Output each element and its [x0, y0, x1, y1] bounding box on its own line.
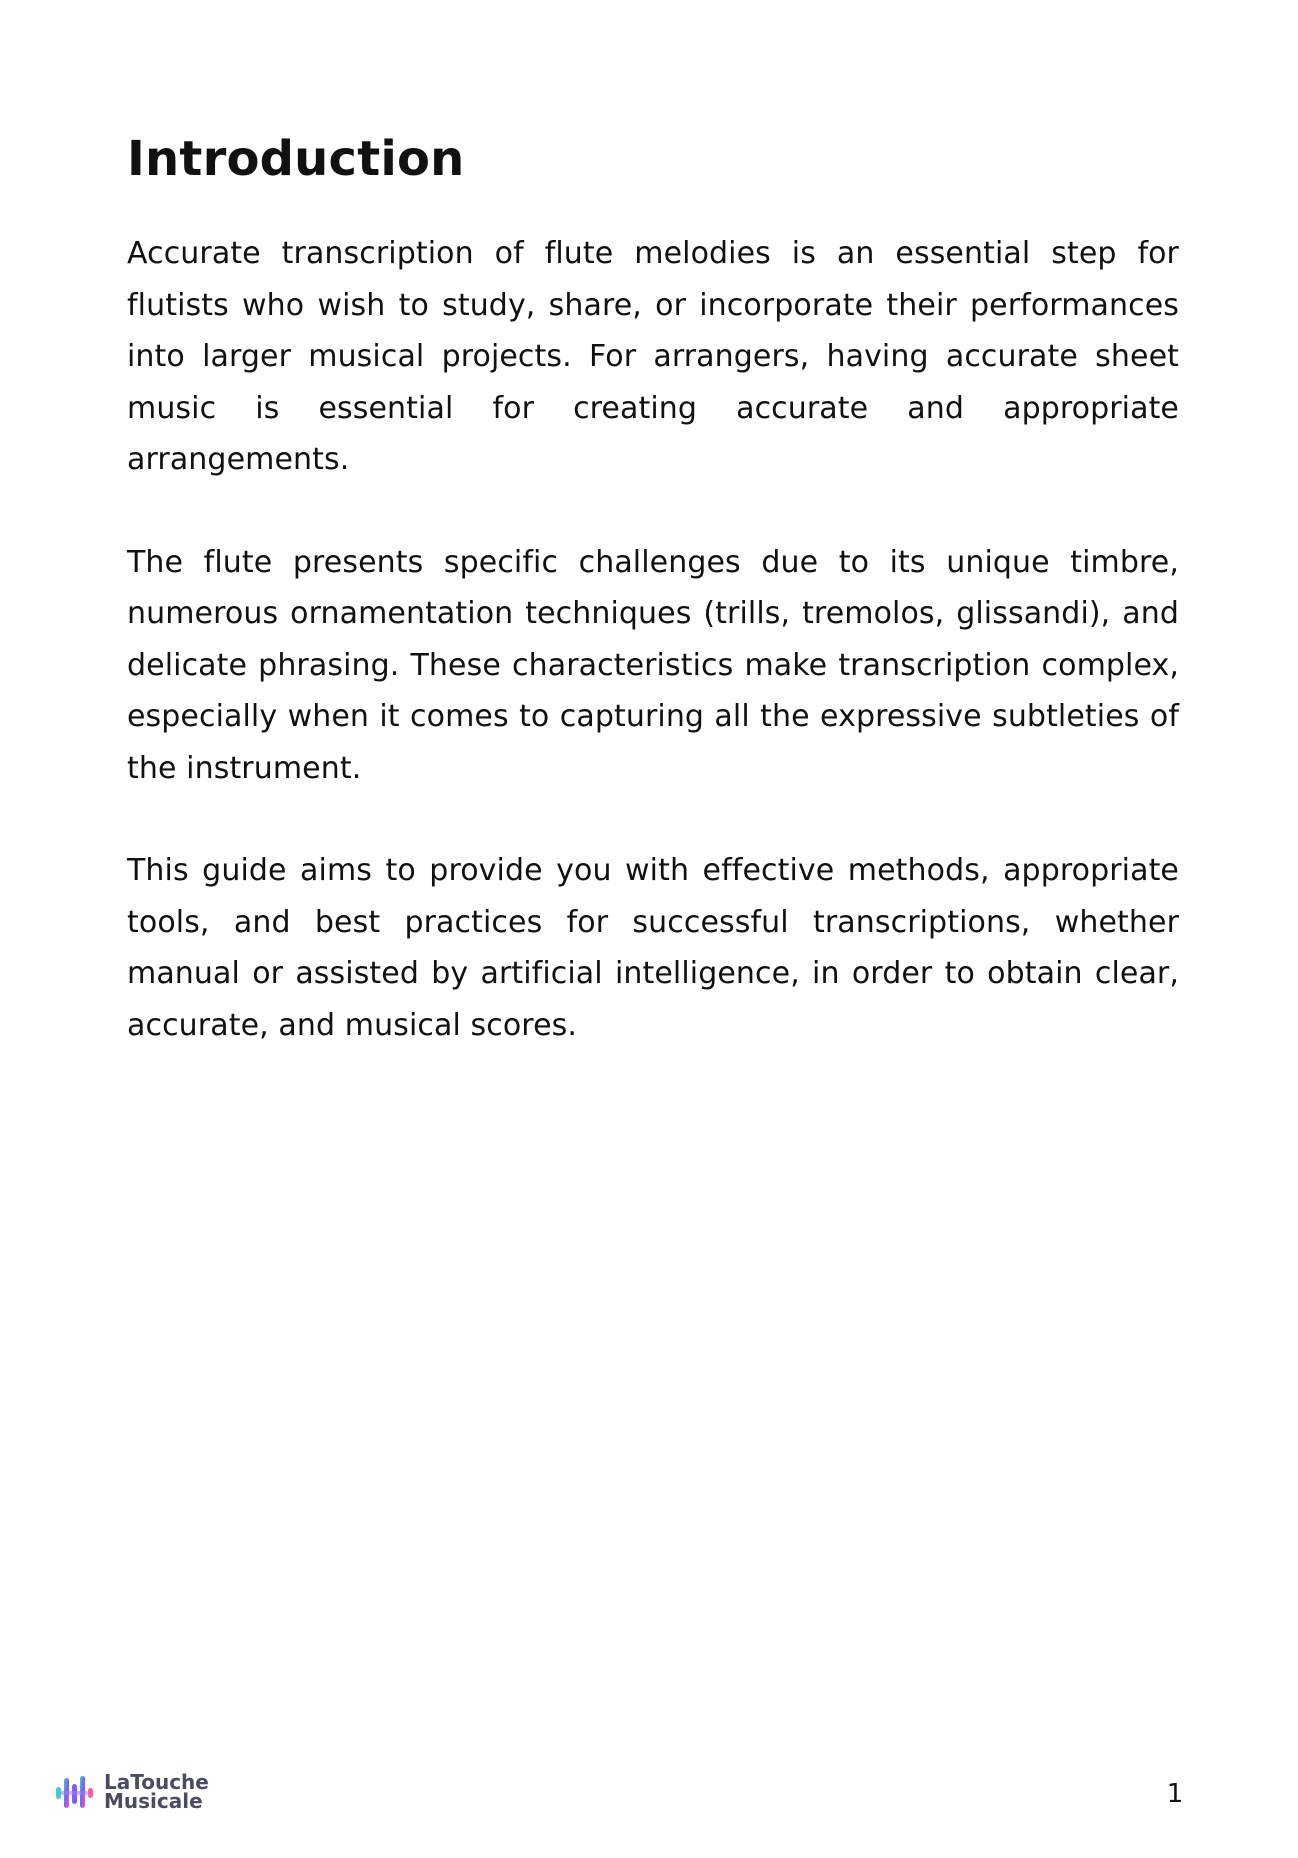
page-number: 1 — [1166, 1779, 1184, 1809]
logo-wordmark — [104, 1770, 209, 1813]
page-content — [127, 118, 1179, 1051]
footer-logo — [52, 1770, 209, 1814]
paragraph-3: This guide aims to provide you with effective methods, appropriate tools, and best practices for successful transcriptions, whether manual or assisted by artificial intelligence, in order to obtain clear, accurate, and musical scores. — [127, 853, 1179, 1043]
paragraph-1: Accurate transcription of flute melodies is an essential step for flutists who wish to study, share, or incorporate their performances into larger musical projects. For arrangers, having accurate sheet music is essential for creating accurate and appropriate arrangements. — [127, 236, 1179, 477]
logo-line-2: Musicale — [104, 1789, 203, 1813]
page-title: Introduction — [127, 131, 465, 187]
logo-line-1: LaTouche — [104, 1770, 209, 1794]
paragraph-2: The flute presents specific challenges due to its unique timbre, numerous ornamentation techniques (trills, tremolos, glissandi), and delicate phrasing. These characteristics make transcription complex, especially when it comes to capturing all the expressive subtleties of the instrument. — [127, 544, 1179, 786]
waveform-logo-icon — [52, 1770, 96, 1814]
